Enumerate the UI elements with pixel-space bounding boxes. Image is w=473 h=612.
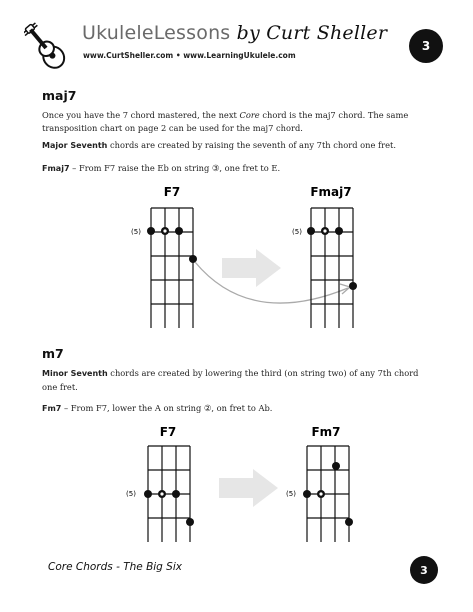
chord-name-fmaj7: Fmaj7 xyxy=(310,185,352,199)
chord-name-fm7: Fm7 xyxy=(311,425,341,439)
root-dot-center xyxy=(160,492,163,495)
maj7-rule-paragraph xyxy=(42,139,432,153)
brand-websites: www.CurtSheller.com • www.LearningUkulele.com xyxy=(83,51,296,60)
brand-author: by Curt Sheller xyxy=(230,22,388,44)
finger-dot xyxy=(186,518,194,526)
fret-label: (5) xyxy=(292,228,302,236)
chord-name-f7: F7 xyxy=(159,425,177,439)
fret-label: (5) xyxy=(286,490,296,498)
finger-dot xyxy=(345,518,353,526)
maj7-intro-paragraph xyxy=(42,109,426,134)
maj7-intro-text-b: chord is the maj7 chord. The same transposition chart on page 2 can be used for the maj7 chord. xyxy=(42,110,409,133)
maj7-intro-emphasis: Core xyxy=(239,110,260,120)
m7-example-text: – From F7, lower the A on string ②, on fret to Ab. xyxy=(61,403,273,413)
finger-dot xyxy=(147,227,155,235)
finger-dot xyxy=(303,490,311,498)
chord-diagram-fmaj7 xyxy=(311,208,353,328)
maj7-example-term: Fmaj7 xyxy=(42,164,70,173)
chord-diagram-f7 xyxy=(148,446,190,542)
right-arrow-icon xyxy=(219,469,278,507)
finger-dot xyxy=(172,490,180,498)
maj7-rule-term: Major Seventh xyxy=(42,141,108,150)
m7-chord-diagrams xyxy=(0,420,473,545)
ukulele-logo-icon xyxy=(24,20,68,76)
m7-example-paragraph xyxy=(42,402,432,416)
page-number-badge: 3 xyxy=(409,29,443,63)
fret-label: (5) xyxy=(131,228,141,236)
chord-diagram-f7 xyxy=(151,208,193,328)
finger-dot xyxy=(189,255,197,263)
m7-example-term: Fm7 xyxy=(42,404,62,413)
fret-label: (5) xyxy=(126,490,136,498)
m7-rule-paragraph xyxy=(42,367,432,393)
brand-name: UkuleleLessons xyxy=(82,22,231,44)
maj7-example-paragraph xyxy=(42,162,432,176)
finger-dot xyxy=(335,227,343,235)
section-heading-maj7: maj7 xyxy=(42,88,77,103)
finger-dot xyxy=(349,282,357,290)
root-dot-center xyxy=(319,492,322,495)
root-dot-center xyxy=(163,229,166,232)
section-heading-m7: m7 xyxy=(42,346,64,361)
root-dot-center xyxy=(323,229,326,232)
maj7-chord-diagrams xyxy=(0,178,473,338)
right-arrow-icon xyxy=(222,249,281,287)
finger-dot xyxy=(307,227,315,235)
chord-diagram-fm7 xyxy=(307,446,349,542)
m7-rule-text: chords are created by lowering the third (on string two) of any 7th chord one fret. xyxy=(42,368,419,392)
footer-page-number-badge: 3 xyxy=(410,556,438,584)
maj7-intro-text-a: Once you have the 7 chord mastered, the next xyxy=(42,110,240,120)
m7-rule-term: Minor Seventh xyxy=(42,369,108,378)
footer-title: Core Chords - The Big Six xyxy=(48,561,182,573)
maj7-example-text: – From F7 raise the Eb on string ③, one fret to E. xyxy=(69,163,281,173)
finger-dot xyxy=(144,490,152,498)
finger-dot xyxy=(332,462,340,470)
finger-dot xyxy=(175,227,183,235)
brand-title xyxy=(82,22,387,44)
maj7-rule-text: chords are created by raising the seventh of any 7th chord one fret. xyxy=(107,140,396,150)
chord-name-f7: F7 xyxy=(163,185,181,199)
